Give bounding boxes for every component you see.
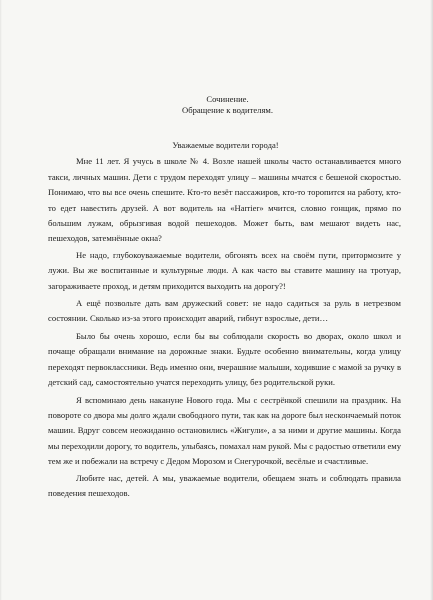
document-title: Сочинение. xyxy=(206,94,249,104)
page-edge-shadow-left xyxy=(0,0,2,600)
paragraph-4: Было бы очень хорошо, если бы вы соблюдали скорость во дворах, около школ и почаще обращали внимание на дорожные знаки. Будьте особенно внимательны, когда улицу переходят первоклассники. Ведь именно они, вчерашние малыши, ходившие с мамой за ручку в детский сад, самостоятельно учатся переходить улицу, без родительской руки. xyxy=(48,330,401,388)
paragraph-1: Мне 11 лет. Я учусь в школе № 4. Возле нашей школы часто останавливается много такси, личных машин. Дети с трудом переходят улицу – машины мчатся с бешеной скоростью. Понимаю, что вы все очень спешите. Кто-то везёт пассажиров, кто-то торопится на работу, кто-то едет навестить друзей. А вот водитель на «Harrier» мчится, словно гонщик, прямо по большим лужам, обрызгивая водой пешеходов. Может быть, вам мешают видеть нас, пешеходов, затемнённые окна? xyxy=(48,156,401,244)
paragraph-5: Я вспоминаю день накануне Нового года. Мы с сестрёнкой спешили на праздник. На повороте со двора мы долго ждали свободного пути, так как на дороге был нескончаемый поток машин. Вдруг совсем неожиданно остановились «Жигули», а за ними и другие машины. Когда мы переходили дорогу, то водитель, улыбаясь, помахал нам рукой. Мы с радостью ответили ему тем же и побежали на встречу с Дедом Морозом и Снегурочкой, весёлые и счастливые. xyxy=(48,394,401,467)
paragraph-3: А ещё позвольте дать вам дружеский совет: не надо садиться за руль в нетрезвом состоянии. Сколько из-за этого происходит аварий, гибнут взрослые, дети… xyxy=(48,298,401,324)
salutation: Уважаемые водители города! xyxy=(172,140,279,150)
document-subtitle: Обращение к водителям. xyxy=(181,104,274,115)
paragraph-2: Не надо, глубокоуважаемые водители, обгонять всех на своём пути, притормозите у лужи. Вы же воспитанные и культурные люди. А как часто вы ставите машину на тротуар, загораживаете проход, и детям приходится выходить на дорогу?! xyxy=(48,249,401,291)
paragraph-6: Любите нас, детей. А мы, уважаемые водители, обещаем знать и соблюдать правила поведения пешеходов. xyxy=(48,472,401,498)
